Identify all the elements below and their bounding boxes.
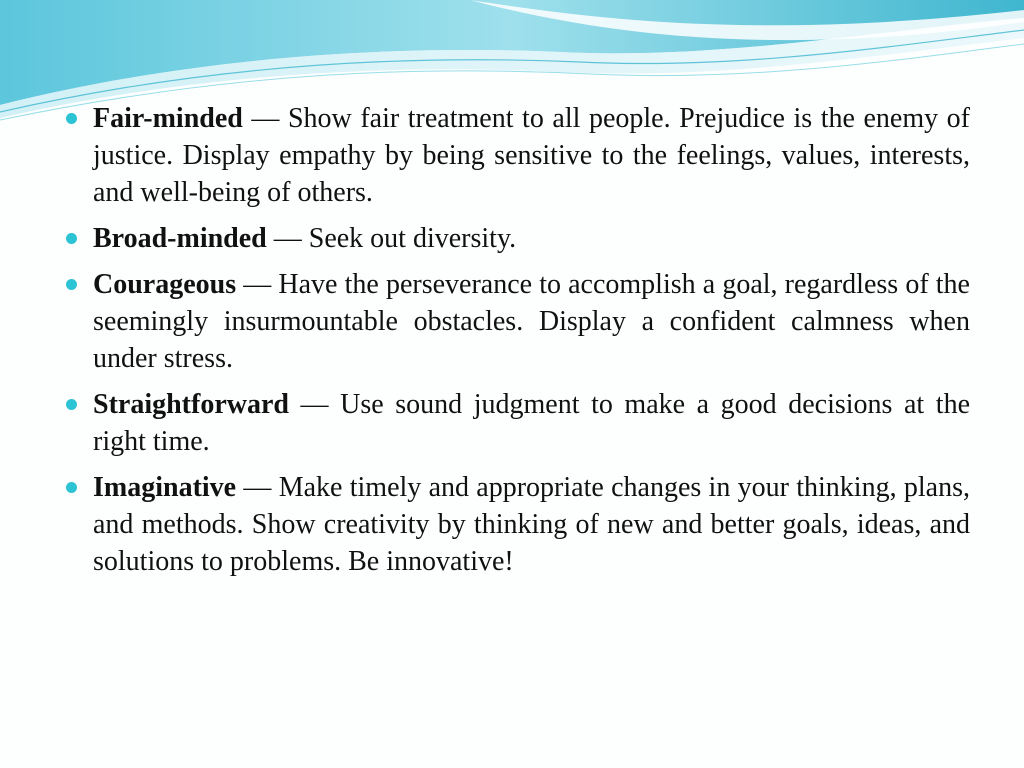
term-label: Imaginative bbox=[93, 472, 237, 503]
bullet-dot-icon bbox=[66, 399, 77, 410]
bullet-list-container bbox=[93, 100, 970, 589]
term-label: Fair-minded bbox=[93, 103, 243, 134]
term-label: Straightforward bbox=[93, 389, 289, 420]
term-description: — Make timely and appropriate changes in your thinking, plans, and methods. Show creativity by thinking of new and better goals, ideas, and solutions to problems. Be innovative! bbox=[93, 472, 970, 577]
term-description: — Have the perseverance to accomplish a goal, regardless of the seemingly insurmountable obstacles. Display a confident calmness when under stress. bbox=[93, 269, 970, 374]
bullet-dot-icon bbox=[66, 113, 77, 124]
list-item-courageous bbox=[93, 266, 970, 377]
list-item-imaginative bbox=[93, 469, 970, 580]
bullet-dot-icon bbox=[66, 482, 77, 493]
term-description: — Show fair treatment to all people. Prejudice is the enemy of justice. Display empathy by being sensitive to the feelings, values, interests, and well-being of others. bbox=[93, 103, 970, 208]
bullet-dot-icon bbox=[66, 233, 77, 244]
list-item-fair-minded bbox=[93, 100, 970, 211]
term-label: Broad-minded bbox=[93, 223, 267, 254]
term-label: Courageous bbox=[93, 269, 237, 300]
term-description: — Seek out diversity. bbox=[266, 223, 517, 254]
bullet-list bbox=[93, 100, 970, 580]
bullet-dot-icon bbox=[66, 279, 77, 290]
list-item-straightforward bbox=[93, 386, 970, 460]
list-item-broad-minded bbox=[93, 220, 970, 257]
term-description: — Use sound judgment to make a good decisions at the right time. bbox=[93, 389, 970, 457]
